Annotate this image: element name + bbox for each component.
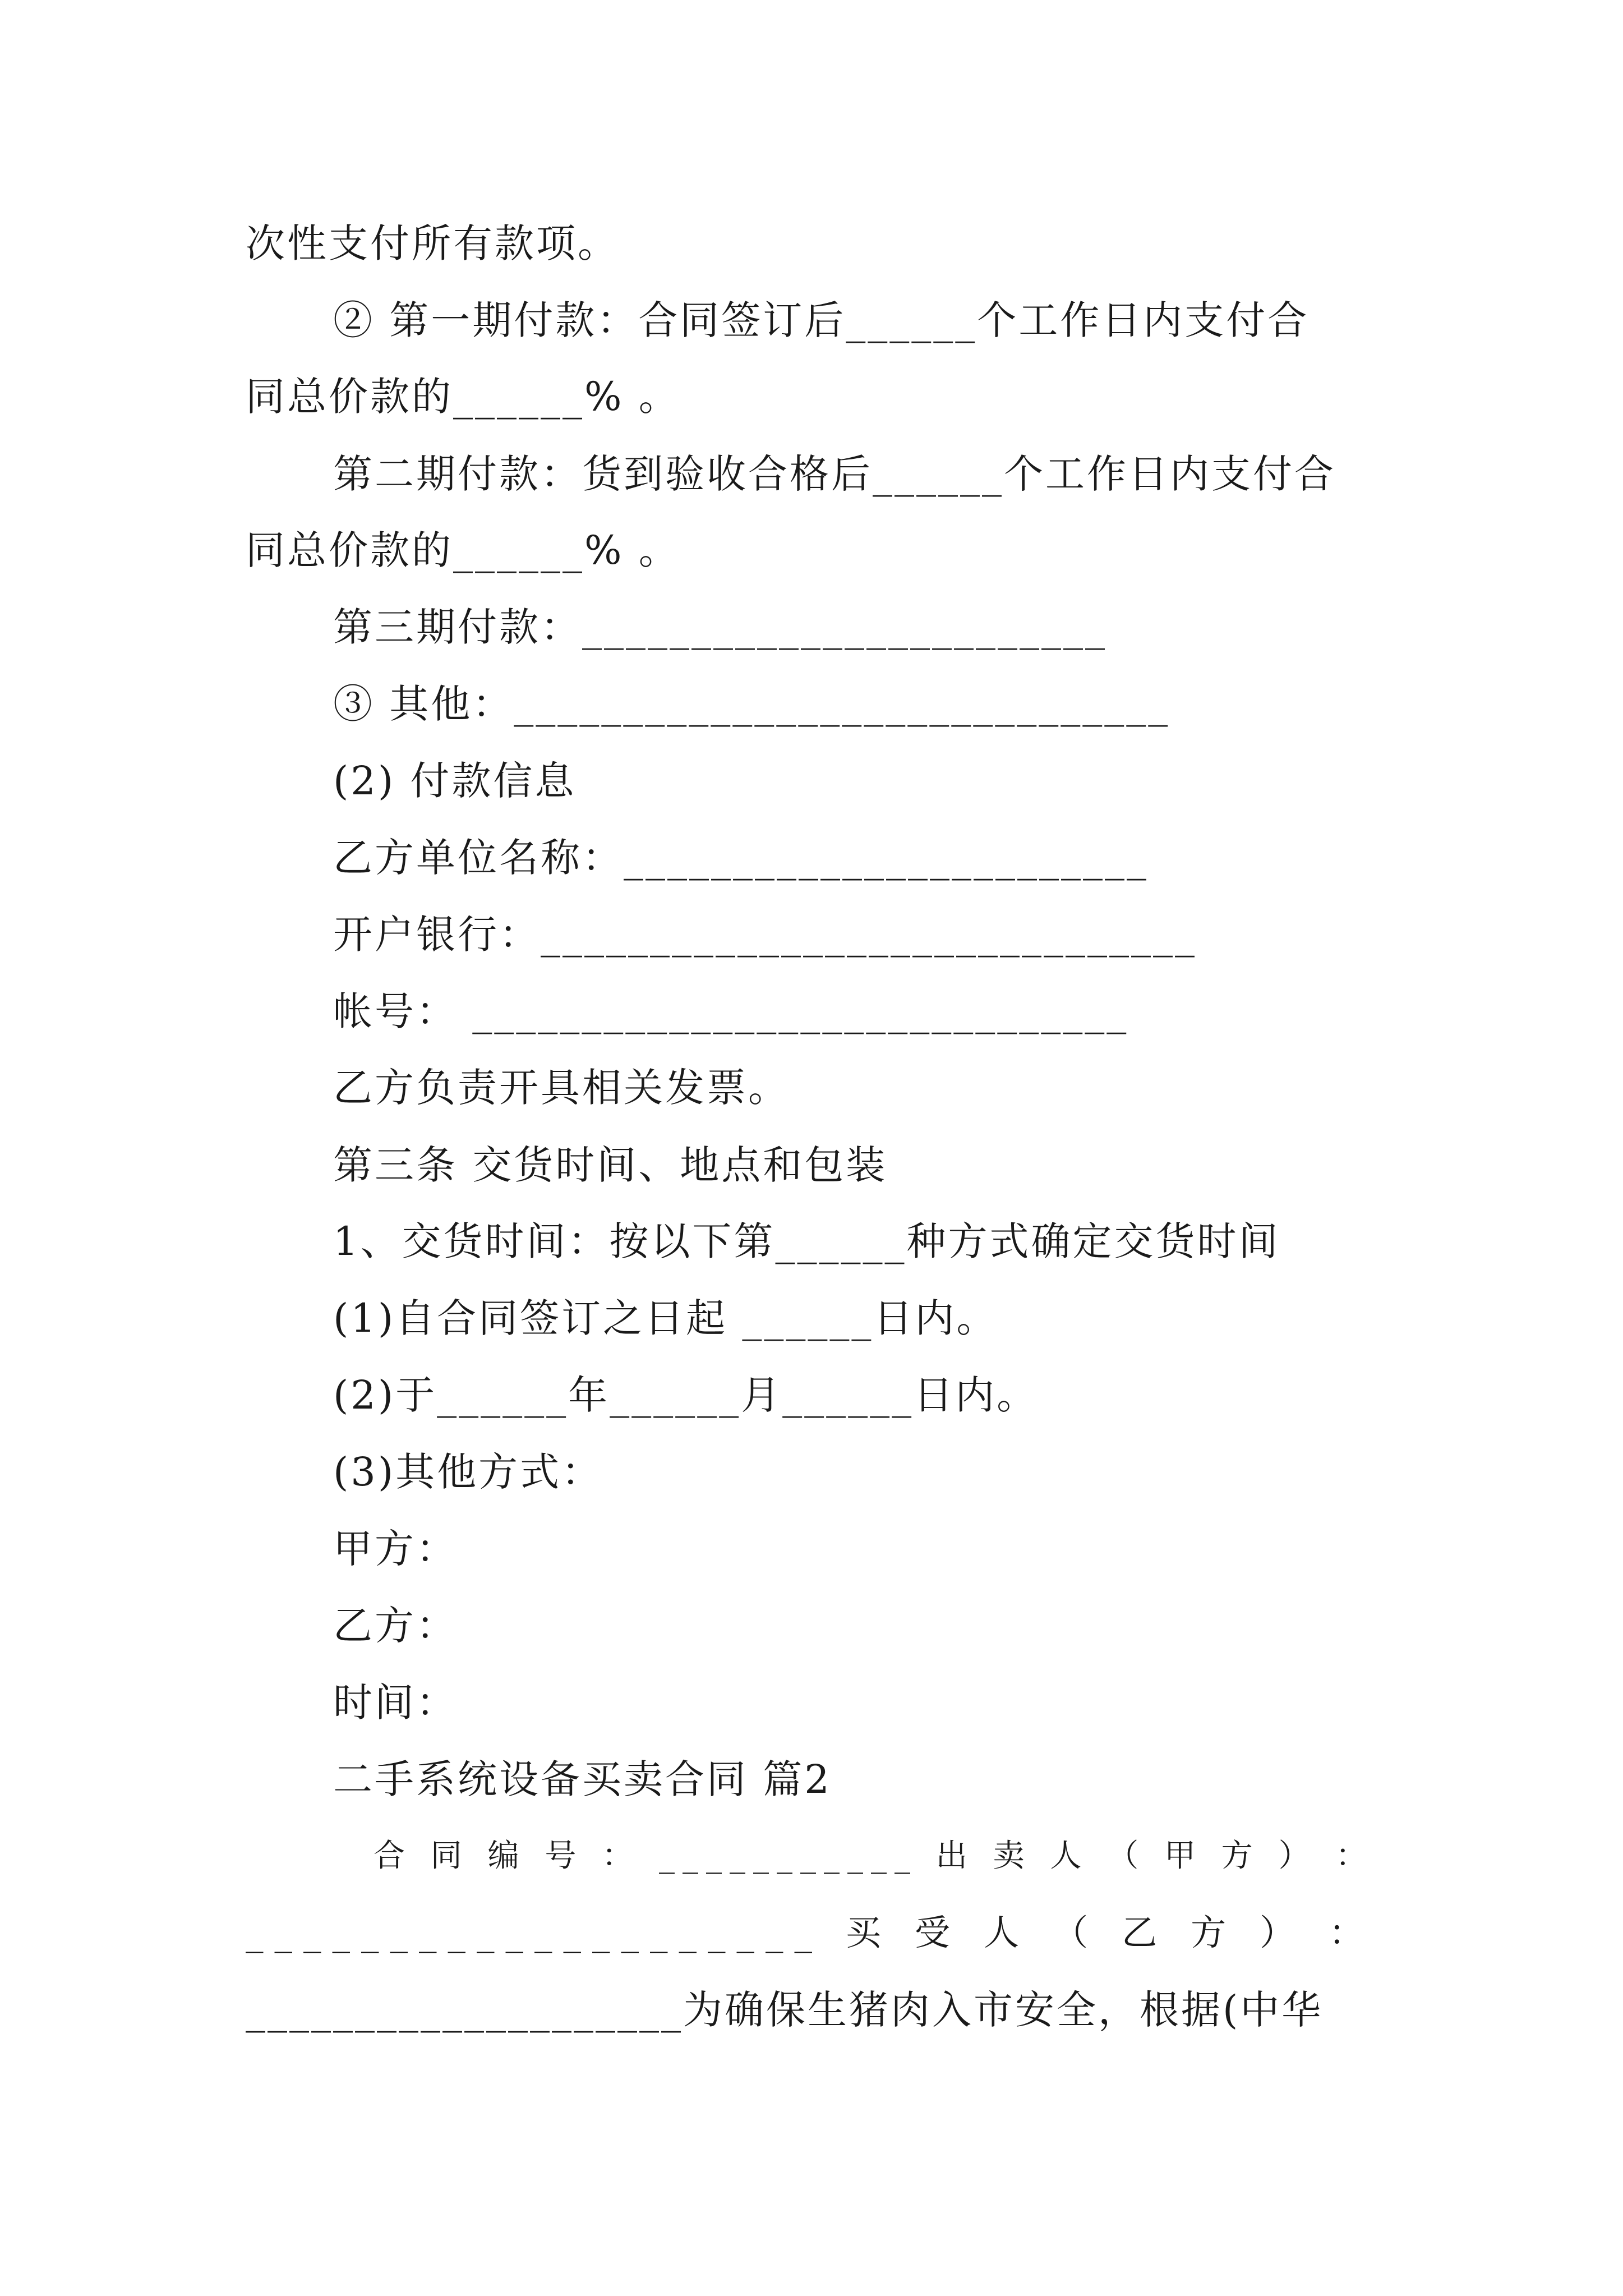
text-line-13: 第三条 交货时间、地点和包装: [333, 1142, 888, 1188]
text-line-11: 帐号： ______________________________: [333, 988, 1129, 1034]
text-line-4: 第二期付款：货到验收合格后______个工作日内支付合: [333, 451, 1336, 497]
text-line-8: (2) 付款信息: [333, 758, 577, 804]
text-line-18: 甲方：: [333, 1526, 458, 1572]
text-line-19: 乙方：: [333, 1603, 458, 1649]
text-line-6: 第三期付款：________________________: [333, 604, 1107, 650]
text-line-20: 时间：: [333, 1680, 458, 1726]
text-line-10: 开户银行：______________________________: [333, 912, 1197, 958]
text-line-3: 同总价款的______% 。: [246, 374, 680, 420]
text-line-15: (1)自合同签订之日起 ______日内。: [333, 1295, 998, 1341]
text-line-23: ____________________ 买 受 人 （ 乙 方 ） ：: [246, 1912, 1376, 1953]
text-line-1: 次性支付所有款项。: [246, 220, 619, 266]
text-line-7: ③ 其他：______________________________: [333, 681, 1170, 727]
text-line-9: 乙方单位名称：________________________: [333, 835, 1149, 881]
text-line-22: 合 同 编 号 ： ___________ 出 卖 人 （ 甲 方 ） ：: [374, 1838, 1375, 1874]
text-line-5: 同总价款的______% 。: [246, 527, 680, 573]
text-line-24: ____________________为确保生猪肉入市安全，根据(中华: [246, 1987, 1324, 2033]
text-line-12: 乙方负责开具相关发票。: [333, 1065, 790, 1111]
text-line-2: ② 第一期付款：合同签订后______个工作日内支付合: [333, 297, 1310, 343]
text-line-14: 1、交货时间：按以下第______种方式确定交货时间: [333, 1218, 1280, 1264]
text-line-17: (3)其他方式：: [333, 1449, 603, 1495]
section-heading: 二手系统设备买卖合同 篇2: [333, 1756, 832, 1802]
text-line-16: (2)于______年______月______日内。: [333, 1372, 1039, 1418]
